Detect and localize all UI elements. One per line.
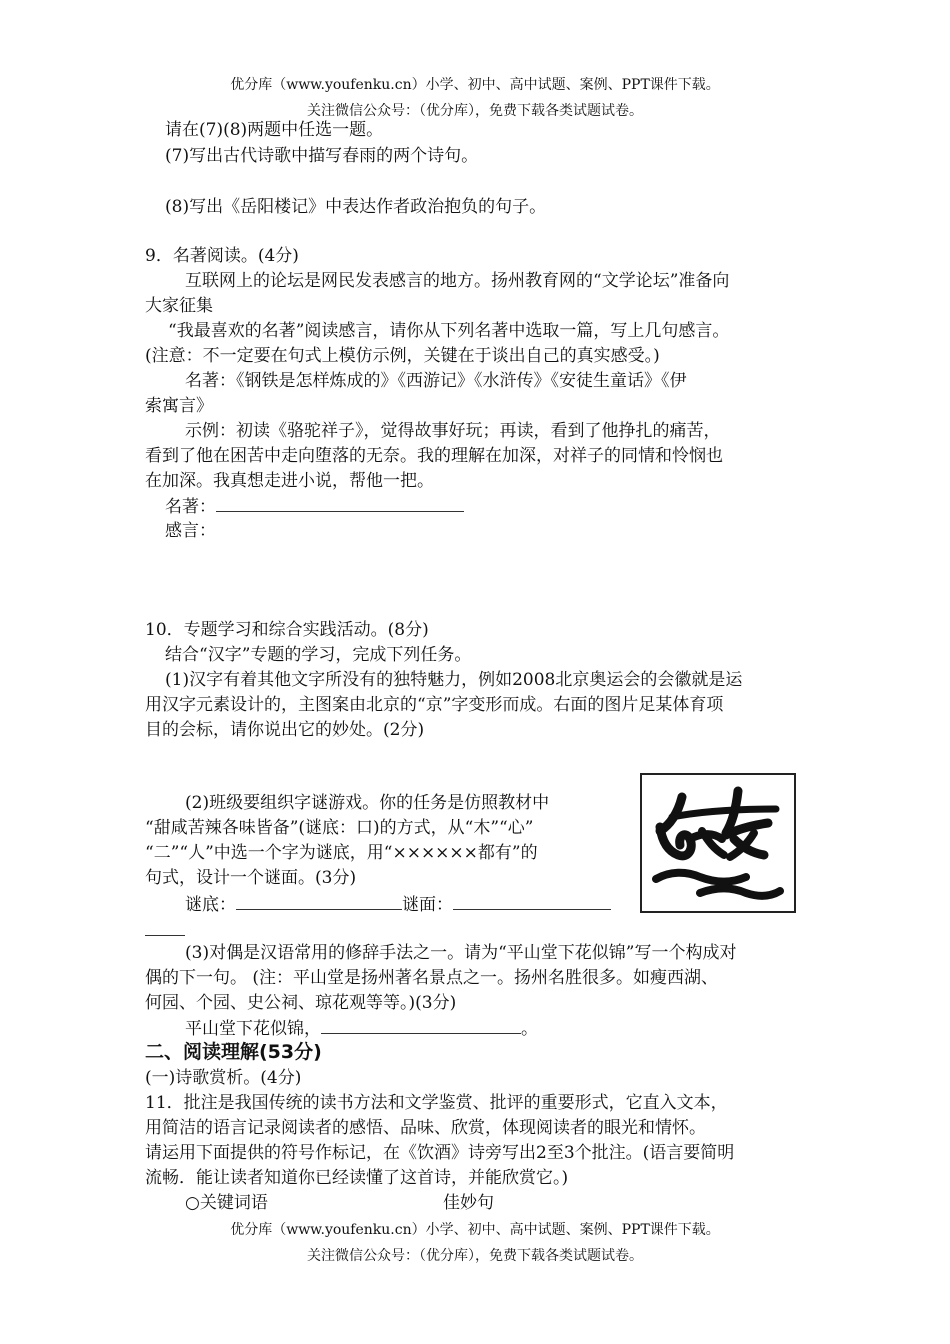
q10-s2-line3: “二”“人”中选一个字为谜底，用“××××××都有”的: [145, 843, 538, 863]
q10-s1-line1: (1)汉字有着其他文字所没有的独特魅力，例如2008北京奥运会的会徽就是运: [165, 670, 743, 690]
page-header-line2: 关注微信公众号：（优分库），免费下载各类试题试卷。: [307, 103, 643, 119]
q9-para1-line1: 互联网上的论坛是网民发表感言的地方。扬州教育网的“文学论坛”准备向: [185, 271, 730, 291]
page-footer-line1: 优分库（www.youfenku.cn）小学、初中、高中试题、案例、PPT课件下载。: [230, 1222, 720, 1238]
q11-line3: 请运用下面提供的符号作标记，在《饮酒》诗旁写出2至3个批注。(语言要简明: [145, 1143, 735, 1163]
q9-books-line2: 索寓言》: [145, 396, 213, 416]
q10-couplet-row: [185, 1016, 538, 1041]
q10-answer-label: 谜底：: [185, 895, 236, 915]
q10-couplet-suffix: 。: [521, 1019, 538, 1039]
q10-couplet-prefix: 平山堂下花似锦，: [185, 1019, 321, 1039]
q11-line4: 流畅．能让读者知道你已经读懂了这首诗，并能欣赏它。): [145, 1168, 569, 1188]
q10-riddle-blank[interactable]: [453, 892, 611, 910]
q11-line1: 11．批注是我国传统的读书方法和文学鉴赏、批评的重要形式，它直入文本，: [145, 1093, 728, 1113]
q9-example-line1: 示例：初读《骆驼祥子》，觉得故事好玩；再读，看到了他挣扎的痛苦，: [185, 421, 721, 441]
q78-intro: 请在(7)(8)两题中任选一题。: [165, 120, 384, 140]
q11-symbol-keyword: ○关键词语: [185, 1193, 268, 1213]
sports-emblem-image: [640, 773, 796, 913]
q9-feeling-label: 感言：: [165, 521, 216, 541]
q10-s3-line1: (3)对偶是汉语常用的修辞手法之一。请为“平山堂下花似锦”写一个构成对: [185, 943, 737, 963]
q8-text: (8)写出《岳阳楼记》中表达作者政治抱负的句子。: [165, 197, 547, 217]
page-header-line1: 优分库（www.youfenku.cn）小学、初中、高中试题、案例、PPT课件下载。: [230, 77, 720, 93]
q10-s2-line4: 句式，设计一个谜面。(3分): [145, 868, 357, 888]
q10-s3-line2: 偶的下一句。 (注：平山堂是扬州著名景点之一。扬州名胜很多。如瘦西湖、: [145, 968, 719, 988]
q9-para1-line2: 大家征集: [145, 296, 213, 316]
q9-book-name-blank[interactable]: [216, 494, 464, 512]
q9-para2-line1: “我最喜欢的名著”阅读感言，请你从下列名著中选取一篇，写上几句感言。: [168, 321, 730, 341]
q10-s1-line3: 目的会标，请你说出它的妙处。(2分): [145, 720, 425, 740]
page-footer-line2: 关注微信公众号：（优分库），免费下载各类试题试卷。: [307, 1248, 643, 1264]
q10-s3-line3: 何园、个园、史公祠、琼花观等等。)(3分): [145, 993, 457, 1013]
q10-riddle-row: [185, 892, 611, 917]
q10-answer-blank[interactable]: [236, 892, 402, 910]
q7-text: (7)写出古代诗歌中描写春雨的两个诗句。: [165, 146, 479, 166]
q9-book-name-label: 名著：: [165, 497, 216, 517]
rowing-emblem-icon: [642, 775, 794, 911]
q10-s1-line2: 用汉字元素设计的，主图案由北京的“京”字变形而成。右面的图片足某体育项: [145, 695, 724, 715]
q10-couplet-blank[interactable]: [321, 1016, 521, 1034]
q10-s2-line1: (2)班级要组织字谜游戏。你的任务是仿照教材中: [185, 793, 550, 813]
q9-title: 9．名著阅读。(4分): [145, 246, 299, 266]
q9-books-line1: 名著：《钢铁是怎样炼成的》《西游记》《水浒传》《安徒生童话》《伊: [185, 371, 687, 391]
q9-para2-line2: (注意：不一定要在句式上模仿示例，关键在于谈出自己的真实感受。): [145, 346, 660, 366]
q10-riddle-blank-cont[interactable]: [145, 918, 185, 943]
q10-s2-line2: “甜咸苦辣各味皆备”(谜底：口)的方式，从“木”“心”: [145, 818, 534, 838]
section2-title: 二、阅读理解(53分): [145, 1041, 322, 1063]
q9-example-line3: 在加深。我真想走进小说，帮他一把。: [145, 471, 434, 491]
q9-book-name-row: [165, 494, 464, 519]
q11-line2: 用简洁的语言记录阅读者的感悟、品味、欣赏，体现阅读者的眼光和情怀。: [145, 1118, 706, 1138]
q10-title: 10．专题学习和综合实践活动。(8分): [145, 620, 429, 640]
q10-intro: 结合“汉字”专题的学习，完成下列任务。: [165, 645, 472, 665]
section2-subtitle: (一)诗歌赏析。(4分): [145, 1068, 302, 1088]
q9-example-line2: 看到了他在困苦中走向堕落的无奈。我的理解在加深，对祥子的同情和怜悯也: [145, 446, 723, 466]
q10-riddle-label: 谜面：: [402, 895, 453, 915]
q11-symbol-fine-sentence: 佳妙句: [443, 1193, 494, 1213]
